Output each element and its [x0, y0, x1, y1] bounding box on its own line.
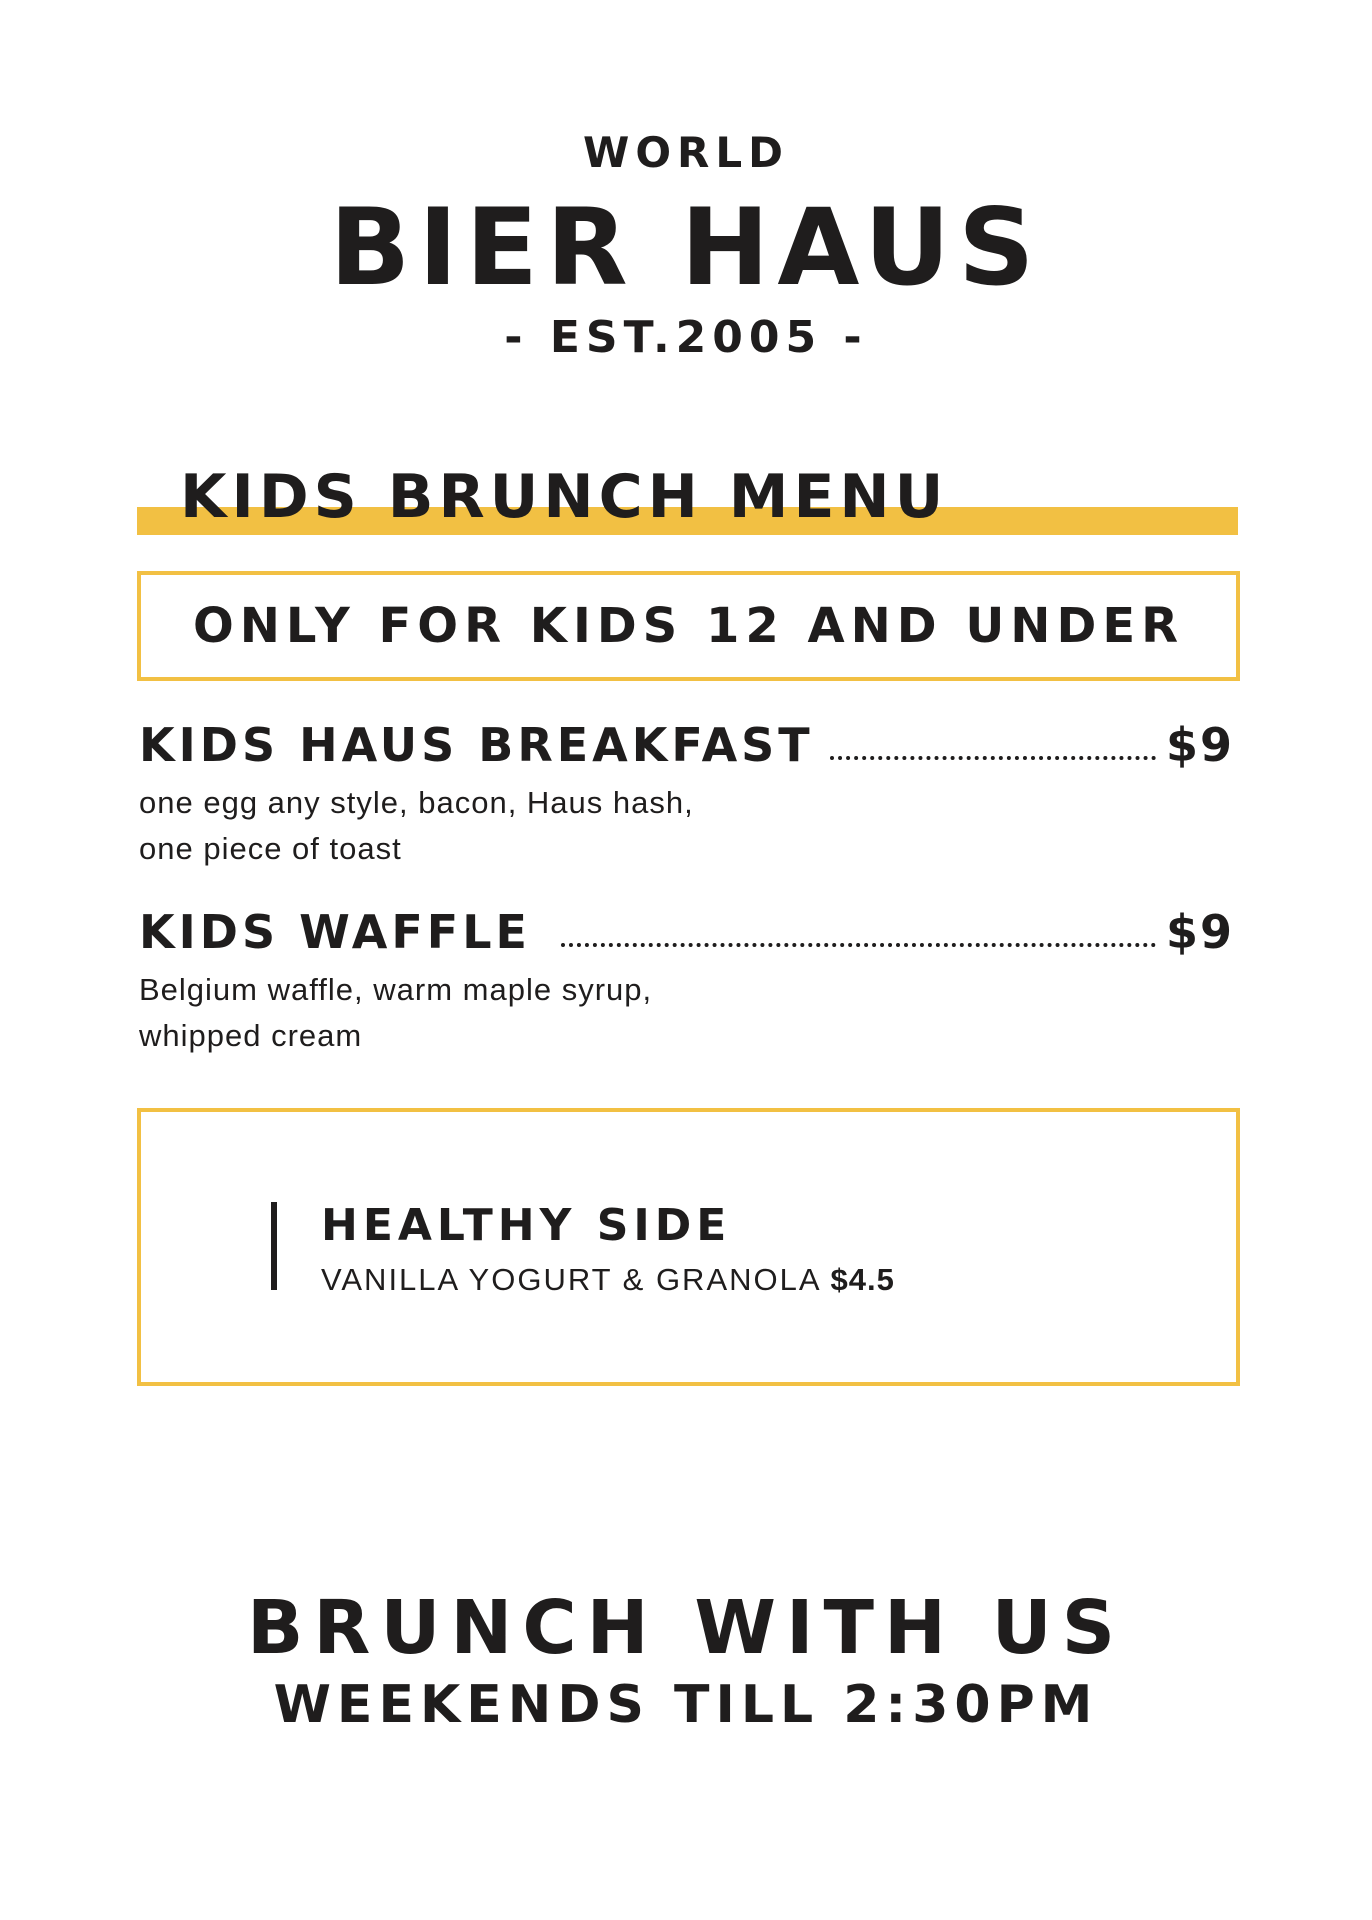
side-title: HEALTHY SIDE [321, 1200, 732, 1251]
brand-established: - EST.2005 - [504, 312, 868, 363]
side-price: $4.5 [830, 1262, 895, 1297]
side-description [321, 1260, 895, 1300]
menu-item-description-line: Belgium waffle, warm maple syrup, [139, 972, 653, 1007]
footer-hours: WEEKENDS TILL 2:30PM [273, 1675, 1099, 1735]
side-vertical-rule [271, 1202, 277, 1290]
menu-item-name: KIDS WAFFLE [139, 905, 531, 959]
menu-item-price: $9 [1165, 718, 1234, 772]
dot-leader [830, 756, 1156, 760]
healthy-side-box [137, 1108, 1240, 1386]
menu-item-description-line: whipped cream [139, 1018, 363, 1053]
section-title: KIDS BRUNCH MENU [180, 462, 949, 532]
menu-item-description [139, 967, 899, 1059]
notice-text: ONLY FOR KIDS 12 AND UNDER [192, 598, 1185, 654]
brand-name: BIER HAUS [329, 186, 1043, 309]
brand-world: WORLD [583, 128, 789, 177]
menu-item-description-line: one piece of toast [139, 831, 402, 866]
footer-title: BRUNCH WITH US [246, 1585, 1126, 1671]
notice-box [137, 571, 1240, 681]
menu-item-name: KIDS HAUS BREAKFAST [139, 718, 814, 772]
menu-item-line [139, 712, 1234, 772]
menu-item-description [139, 780, 899, 872]
menu-item-description-line: one egg any style, bacon, Haus hash, [139, 785, 694, 820]
side-description-text: VANILLA YOGURT & GRANOLA [321, 1262, 820, 1297]
menu-item [139, 712, 1234, 872]
menu-item-line [139, 899, 1234, 959]
dot-leader [561, 943, 1156, 947]
menu-item-price: $9 [1165, 905, 1234, 959]
menu-item [139, 899, 1234, 1059]
